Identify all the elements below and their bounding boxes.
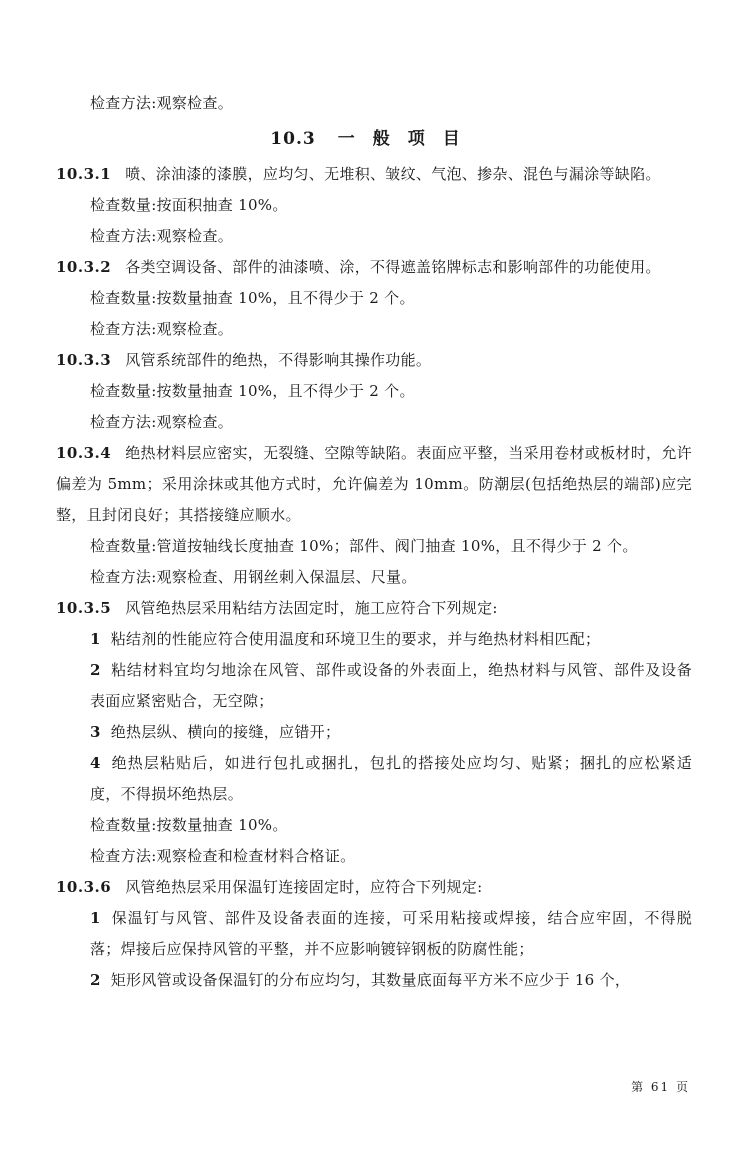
item-text: 粘结剂的性能应符合使用温度和环境卫生的要求，并与绝热材料相匹配； [110, 630, 601, 648]
list-item [56, 624, 692, 655]
item-number: 4 [90, 754, 101, 772]
clause-number: 10.3.2 [56, 258, 112, 276]
item-number: 2 [90, 661, 101, 679]
body-text: 检查数量:按数量抽查 10%，且不得少于 2 个。 [90, 289, 415, 307]
page-number: 第 61 页 [631, 1080, 690, 1094]
section-name: 一般项目 [337, 129, 478, 149]
section-number: 10.3 [270, 129, 316, 149]
body-text: 检查方法:观察检查、用钢丝刺入保温层、尺量。 [90, 568, 417, 586]
clause-paragraph [56, 345, 692, 376]
item-number: 2 [90, 971, 101, 989]
clause-paragraph [56, 872, 692, 903]
list-item [56, 655, 692, 717]
item-text: 绝热层纵、横向的接缝，应错开； [110, 723, 341, 741]
body-text: 检查数量:按数量抽查 10%。 [90, 816, 288, 834]
body-text: 检查数量:按面积抽查 10%。 [90, 196, 288, 214]
section-title [56, 119, 692, 159]
body-text: 检查方法:观察检查。 [90, 320, 234, 338]
body-text: 检查数量:按数量抽查 10%，且不得少于 2 个。 [90, 382, 415, 400]
body-text: 检查方法:观察检查。 [90, 227, 234, 245]
list-item [56, 903, 692, 965]
clause-paragraph [56, 593, 692, 624]
clause-text: 风管系统部件的绝热，不得影响其操作功能。 [125, 351, 432, 369]
clause-text: 喷、涂油漆的漆膜，应均匀、无堆积、皱纹、气泡、掺杂、混色与漏涂等缺陷。 [125, 165, 661, 183]
body-text: 检查方法:观察检查。 [90, 413, 234, 431]
clause-number: 10.3.4 [56, 444, 112, 462]
list-item [56, 717, 692, 748]
clause-number: 10.3.3 [56, 351, 112, 369]
clause-text: 风管绝热层采用保温钉连接固定时，应符合下列规定: [125, 878, 483, 896]
clause-number: 10.3.5 [56, 599, 112, 617]
item-number: 1 [90, 909, 101, 927]
clause-paragraph [56, 252, 692, 283]
clause-text: 各类空调设备、部件的油漆喷、涂，不得遮盖铭牌标志和影响部件的功能使用。 [125, 258, 661, 276]
body-text: 检查方法:观察检查和检查材料合格证。 [90, 847, 356, 865]
list-item [56, 748, 692, 810]
list-item [56, 965, 692, 996]
page-content [56, 88, 692, 996]
item-text: 粘结材料宜均匀地涂在风管、部件或设备的外表面上，绝热材料与风管、部件及设备表面应紧密贴合，无空隙； [90, 661, 692, 710]
body-text: 检查方法:观察检查。 [90, 94, 234, 112]
clause-number: 10.3.1 [56, 165, 112, 183]
clause-paragraph [56, 438, 692, 531]
item-text: 绝热层粘贴后，如进行包扎或捆扎，包扎的搭接处应均匀、贴紧；捆扎的应松紧适度，不得损坏绝热层。 [90, 754, 692, 803]
item-number: 1 [90, 630, 101, 648]
item-number: 3 [90, 723, 101, 741]
item-text: 保温钉与风管、部件及设备表面的连接，可采用粘接或焊接，结合应牢固，不得脱落；焊接后应保持风管的平整，并不应影响镀锌钢板的防腐性能； [90, 909, 692, 958]
clause-text: 绝热材料层应密实，无裂缝、空隙等缺陷。表面应平整，当采用卷材或板材时，允许偏差为 5mm；采用涂抹或其他方式时，允许偏差为 10mm。防潮层(包括绝热层的端部)应完整，且封闭良好；其搭接缝应顺水。 [56, 444, 692, 524]
item-text: 矩形风管或设备保温钉的分布应均匀，其数量底面每平方米不应少于 16 个， [110, 971, 631, 989]
clause-number: 10.3.6 [56, 878, 112, 896]
clause-text: 风管绝热层采用粘结方法固定时，施工应符合下列规定: [125, 599, 498, 617]
body-text: 检查数量:管道按轴线长度抽查 10%；部件、阀门抽查 10%，且不得少于 2 个。 [90, 537, 638, 555]
clause-paragraph [56, 159, 692, 190]
